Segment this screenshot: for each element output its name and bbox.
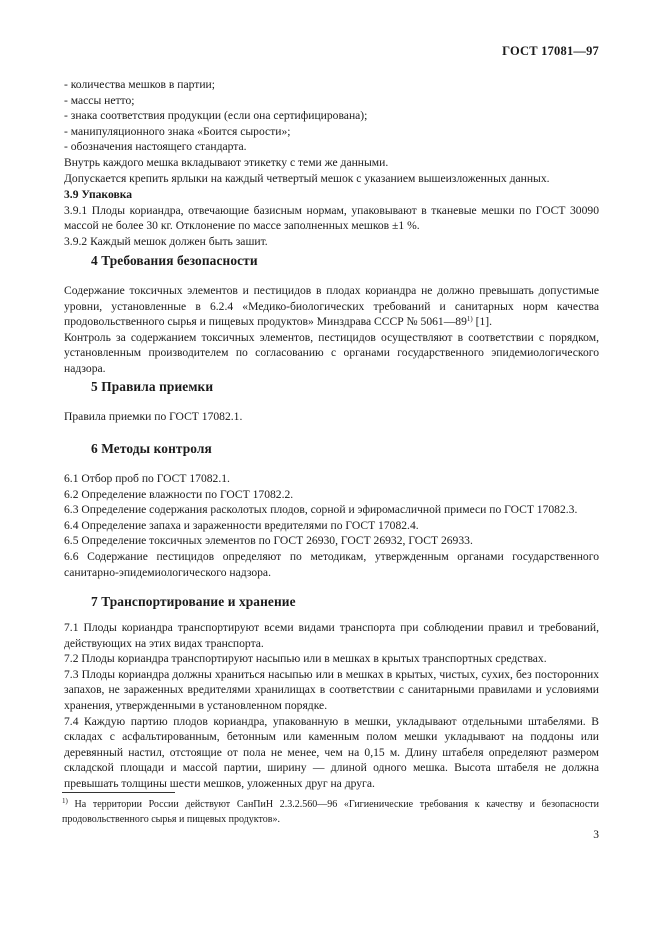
footnote-ref: 1) (466, 315, 473, 324)
section-7-title: 7 Транспортирование и хранение (91, 594, 296, 609)
list-item: 6.3 Определение содержания расколотых плодов, сорной и эфиромасличной примеси по ГОСТ 17082.3. (64, 503, 578, 517)
section-5-body (64, 409, 599, 425)
labeling-continuation (64, 77, 599, 250)
list-item: 6.1 Отбор проб по ГОСТ 17082.1. (64, 472, 230, 485)
section-5 (64, 379, 599, 395)
list-item: 7.4 Каждую партию плодов кориандра, упакованную в мешки, укладывают отдельными штабелями. В складах с асфальтированным, бетонным или каменным полом мешки укладывают на поддоны или деревянный настил, отстоящие от пола не менее, чем на 0,15 м. Длину штабеля определяют размером складской площади и массой партии, ширину — длиной одного мешка. Высота штабеля не должна превышать толщины шести мешков, уложенных друг на друга. (64, 714, 599, 790)
list-item: 6.2 Определение влажности по ГОСТ 17082.2. (64, 487, 294, 501)
footnote-marker: 1) (62, 797, 68, 805)
paragraph: Внутрь каждого мешка вкладывают этикетку с теми же данными. (64, 155, 389, 169)
section-4-body (64, 283, 599, 377)
footnote (62, 797, 599, 827)
paragraph-text: Содержание токсичных элементов и пестицидов в плодах кориандра не должно превышать допустимые уровни, установленные в 6.2.4 «Медико-биологических требований и санитарных норм качества продовольственного сырья и пищевых продуктов» Минздрава СССР № 5061—89 (64, 284, 599, 329)
footnote-text: На территории России действуют СанПиН 2.3.2.560—96 «Гигиенические требования к качеству и безопасности продовольственного сырья и пищевых продуктов». (62, 799, 599, 825)
list-item: 7.3 Плоды кориандра должны храниться насыпью или в мешках в крытых, чистых, сухих, без посторонних запахов, не зараженных вредителями хранилищах в соответствии с санитарными правилами и условиями хранения, утвержденными в установленном порядке. (64, 667, 599, 712)
list-item: - обозначения настоящего стандарта. (64, 140, 247, 154)
document-code-header: ГОСТ 17081—97 (502, 44, 599, 58)
list-item: 7.1 Плоды кориандра транспортируют всеми видами транспорта при соблюдении правил и требований, действующих на этих видах транспорта. (64, 621, 599, 650)
paragraph (64, 283, 599, 330)
list-item: 7.2 Плоды кориандра транспортируют насыпью или в мешках в крытых транспортных средствах. (64, 652, 547, 666)
list-item: 6.6 Содержание пестицидов определяют по методикам, утвержденным органами государственного санитарно-эпидемиологического надзора. (64, 549, 599, 579)
section-7 (64, 594, 599, 610)
list-item: - количества мешков в партии; (64, 78, 215, 91)
paragraph: Правила приемки по ГОСТ 17082.1. (64, 410, 243, 423)
section-6-body (64, 471, 599, 580)
section-6-title: 6 Методы контроля (91, 441, 212, 456)
paragraph: Допускается крепить ярлыки на каждый четвертый мешок с указанием вышеизложенных данных. (64, 171, 550, 185)
paragraph: Контроль за содержанием токсичных элементов, пестицидов осуществляют в соответствии с порядком, установленным производителем по согласованию с органами государственного эпидемиологического надзора. (64, 330, 599, 375)
section-5-title: 5 Правила приемки (91, 379, 214, 394)
list-item: 6.5 Определение токсичных элементов по ГОСТ 26930, ГОСТ 26932, ГОСТ 26933. (64, 534, 473, 548)
subsection-heading-3-9: 3.9 Упаковка (64, 188, 133, 202)
list-item: - манипуляционного знака «Боится сырости»; (64, 124, 291, 138)
section-7-body (64, 620, 599, 792)
list-item: - массы нетто; (64, 93, 135, 107)
list-item: - знака соответствия продукции (если она сертифицирована); (64, 109, 368, 123)
section-6 (64, 441, 599, 457)
paragraph-text: [1]. (472, 315, 493, 329)
paragraph-3-9-1: 3.9.1 Плоды кориандра, отвечающие базисным нормам, упаковывают в тканевые мешки по ГОСТ 30090 массой не более 30 кг. Отклонение по массе заполненных мешков ±1 %. (64, 203, 599, 233)
section-4 (64, 253, 599, 269)
section-4-title: 4 Требования безопасности (91, 253, 258, 268)
footnote-divider (62, 792, 175, 793)
page-number: 3 (593, 829, 599, 841)
list-item: 6.4 Определение запаха и зараженности вредителями по ГОСТ 17082.4. (64, 518, 419, 532)
paragraph-3-9-2: 3.9.2 Каждый мешок должен быть зашит. (64, 234, 268, 248)
